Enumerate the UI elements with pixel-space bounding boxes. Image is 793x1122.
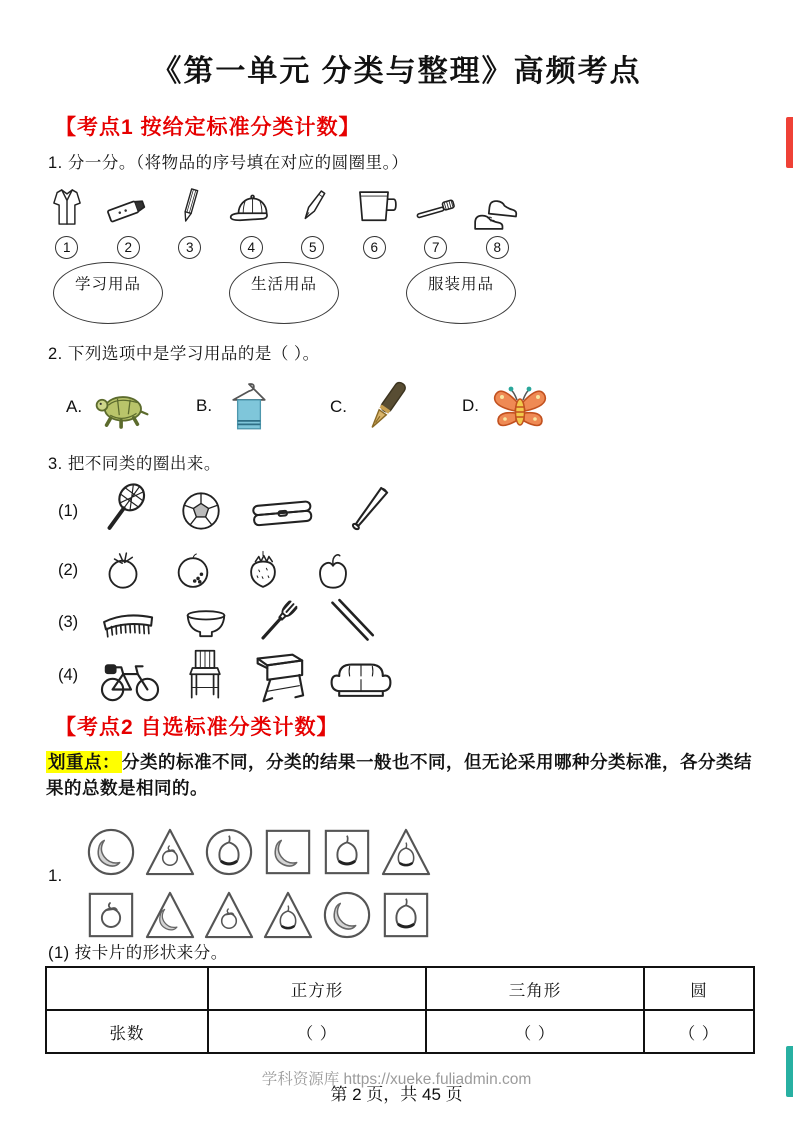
cap-icon-box: [224, 180, 278, 232]
butterfly-icon: [488, 374, 552, 438]
watermark-link: 学科资源库 https://xueke.fuliadmin.com: [261, 1071, 532, 1088]
page-number: 第 2 页，共 45 页: [330, 1085, 463, 1104]
q1-item: [282, 180, 344, 259]
key-point-text: 分类的标准不同，分类的结果一般也不同，但无论采用哪种分类标准，各分类结果的总数是相同的。: [46, 752, 752, 798]
q1-item: [344, 180, 406, 259]
fork-icon: [250, 594, 306, 650]
coat-icon-box: [46, 180, 88, 232]
option-c: [330, 376, 418, 438]
q3-row-4: [58, 646, 414, 704]
item-number: 4: [240, 236, 263, 259]
item-number: 1: [55, 236, 78, 259]
question3-text: 3. 把不同类的圈出来。: [48, 455, 221, 473]
q3-row-2: [58, 542, 376, 598]
bowl-icon: [178, 597, 234, 647]
s2-q1-number: 1.: [48, 866, 63, 885]
option-b: [196, 374, 277, 438]
option-a-label: A.: [66, 397, 83, 416]
strawberry-icon: [236, 543, 290, 597]
pencil-icon: [170, 180, 210, 232]
coat-icon: [46, 182, 88, 232]
q1-item: [98, 180, 160, 259]
table-count-row: [46, 1010, 754, 1053]
option-a: [66, 378, 153, 436]
table-cell-blank: [46, 967, 208, 1010]
table-cell-count-triangle: （ ）: [426, 1010, 644, 1053]
chair-icon: [180, 646, 230, 704]
card-triangle-peach: [381, 827, 431, 882]
shoes-icon: [469, 182, 525, 232]
pen-icon: [291, 182, 335, 232]
soccer-ball-icon: [174, 484, 228, 538]
turtle-icon: [91, 378, 153, 436]
q3-row-3-label: (3): [58, 612, 79, 631]
page-title: 《第一单元 分类与整理》高频考点: [151, 55, 642, 88]
q1-item: [159, 180, 221, 259]
table-cell-count-label: 张数: [46, 1010, 208, 1053]
cap-icon: [224, 182, 278, 232]
q1-item: [467, 180, 529, 259]
card-square-banana: [263, 827, 313, 882]
desk-icon: [246, 645, 308, 705]
cup-icon-box: [348, 180, 400, 232]
item-number: 8: [486, 236, 509, 259]
option-b-label: B.: [196, 396, 213, 415]
pencil-icon-box: [170, 180, 210, 232]
item-number: 6: [363, 236, 386, 259]
question2-text: 2. 下列选项中是学习用品的是（ ）。: [48, 345, 320, 363]
key-point-label: 划重点：: [48, 752, 120, 772]
toothbrush-icon: [407, 186, 465, 232]
section2-heading: 【考点2 自选标准分类计数】: [55, 716, 339, 739]
card-triangle-banana: [145, 890, 195, 945]
tennis-racket-icon: [96, 477, 158, 545]
q3-row-1-label: (1): [58, 501, 79, 520]
shape-cards-grid: [86, 827, 431, 945]
card-circle-banana: [322, 890, 372, 945]
card-square-peach: [381, 890, 431, 945]
card-square-tomato: [86, 890, 136, 945]
q1-items-row: [36, 180, 528, 259]
question1-text: 1. 分一分。（将物品的序号填在对应的圆圈里。）: [48, 154, 409, 172]
category-oval-study-supplies: 学习用品: [53, 262, 163, 324]
table-header-row: [46, 967, 754, 1010]
q3-row-2-label: (2): [58, 560, 79, 579]
edge-marker-teal: [786, 1046, 793, 1097]
comb-icon: [96, 598, 162, 646]
table-cell-triangle: 三角形: [426, 967, 644, 1010]
count-table: [45, 966, 755, 1054]
q3-row-1: [58, 476, 414, 546]
card-triangle-tomato: [145, 827, 195, 882]
key-point: [46, 749, 756, 801]
bicycle-icon: [96, 646, 164, 704]
item-number: 3: [178, 236, 201, 259]
towel-icon: [221, 374, 277, 438]
pencil-case-icon: [244, 487, 322, 535]
sofa-icon: [324, 649, 398, 701]
tomato-icon: [96, 543, 150, 597]
toothbrush-icon-box: [407, 180, 465, 232]
card-circle-banana: [86, 827, 136, 882]
card-square-peach: [322, 827, 372, 882]
table-cell-count-square: （ ）: [208, 1010, 426, 1053]
category-oval-clothing: 服装用品: [406, 262, 516, 324]
toothpaste-icon: [101, 182, 155, 232]
s2-q1-sub1-text: (1) 按卡片的形状来分。: [48, 944, 228, 962]
table-cell-count-circle: （ ）: [644, 1010, 754, 1053]
option-c-label: C.: [330, 397, 347, 416]
fountain-pen-icon: [356, 376, 418, 438]
q1-item: [221, 180, 283, 259]
option-d: [462, 374, 552, 438]
q3-row-3: [58, 596, 394, 648]
table-cell-square: 正方形: [208, 967, 426, 1010]
item-number: 5: [301, 236, 324, 259]
chopsticks-icon: [322, 594, 378, 650]
pen-icon-box: [291, 180, 335, 232]
toothpaste-icon-box: [101, 180, 155, 232]
card-triangle-peach: [263, 890, 313, 945]
card-triangle-tomato: [204, 890, 254, 945]
table-cell-circle: 圆: [644, 967, 754, 1010]
baseball-bat-icon: [338, 478, 398, 544]
cup-icon: [348, 182, 400, 232]
item-number: 7: [424, 236, 447, 259]
card-circle-peach: [204, 827, 254, 882]
edge-marker-red: [786, 117, 793, 168]
option-d-label: D.: [462, 396, 479, 415]
category-oval-daily-supplies: 生活用品: [229, 262, 339, 324]
item-number: 2: [117, 236, 140, 259]
q1-item: [36, 180, 98, 259]
shoes-icon-box: [469, 180, 525, 232]
section1-heading: 【考点1 按给定标准分类计数】: [55, 116, 361, 139]
q3-row-4-label: (4): [58, 665, 79, 684]
q1-item: [405, 180, 467, 259]
orange-icon: [166, 543, 220, 597]
apple-icon: [306, 543, 360, 597]
